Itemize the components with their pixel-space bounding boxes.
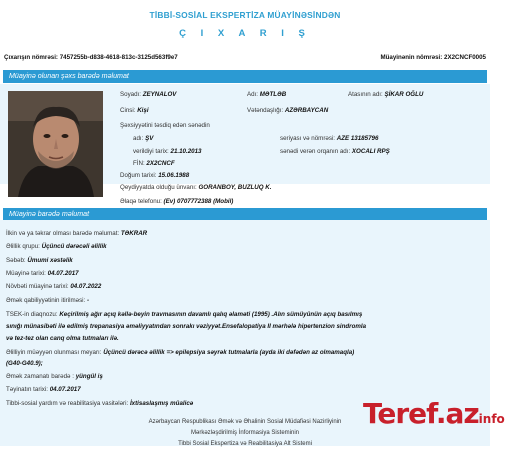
work-cond-value: yüngül iş — [75, 373, 103, 380]
section-person-header: Müayinə olunan şəxs barədə məlumat — [3, 70, 487, 83]
fin-value: 2X2CNCF — [146, 160, 175, 167]
next-date-label: Növbəti müayinə tarixi: — [6, 283, 69, 290]
next-date-value: 04.07.2022 — [70, 283, 102, 290]
assign-date-label: Təyinatın tarixi: — [6, 386, 48, 393]
document-subtitle: Ç I X A R I Ş — [179, 28, 311, 39]
rehab-row — [6, 400, 193, 407]
footer-line-2: Mərkəzləşdirilmiş İnformasiya Sisteminin — [190, 430, 300, 436]
fin-label: FİN: — [133, 160, 145, 167]
doc-name-label: adı: — [133, 135, 144, 142]
document-title: TİBBİ-SOSİAL EKSPERTİZA MÜAYİNƏSİNDƏN — [149, 10, 341, 20]
work-cond-row — [6, 373, 103, 380]
address-label: Qeydiyyatda olduğu ünvanı: — [120, 184, 197, 191]
doc-name-row — [133, 135, 153, 142]
citizenship-label: Vətəndaşlığı: — [247, 107, 284, 114]
next-date-row — [6, 283, 101, 290]
work-loss-label: Əmək qabiliyyətinin itirilməsi: — [6, 297, 86, 304]
gender-value: Kişi — [137, 107, 149, 114]
rehab-value: İxtisaslaşmış müalicə — [129, 400, 194, 407]
fin-row — [133, 160, 175, 167]
father-value: ŞİKAR OĞLU — [384, 91, 424, 98]
reason-value: Ümumi xəstəlik — [27, 257, 73, 264]
surname-label: Soyadı: — [120, 91, 141, 98]
id-doc-heading: Şəxsiyyətini təsdiq edən sənədin — [120, 122, 210, 129]
diagnosis-line2: sınığı münasibəti ilə edilmiş trepanasiya əməliyyatından sonrakı vəziyyət.Ensefalopatiya II mərhələ hipertenzion sindromla — [6, 323, 367, 330]
issuer-value: XOCALI RPŞ — [351, 148, 390, 155]
issuer-row — [280, 148, 390, 155]
issue-date-label: verildiyi tarix: — [133, 148, 169, 155]
doc-series-label: seriyası və nömrəsi: — [280, 135, 336, 142]
repeat-label: İlkin və ya təkrar olması barədə məlumat: — [6, 230, 120, 237]
criteria-line2: (G40-G40.9); — [6, 360, 43, 367]
name-row — [247, 91, 286, 98]
citizenship-row — [247, 107, 328, 114]
exam-date-row — [6, 270, 79, 277]
criteria-line1: Üçüncü dərəcə əlillik => epilepsiya səyrək tutmalarla (ayda iki dəfədən az olmamaqla) — [103, 349, 355, 356]
footer-line-1: Azərbaycan Respublikası Əmək və Əhalinin Sosial Müdafiəsi Nazirliyinin — [148, 419, 342, 425]
birth-value: 15.06.1988 — [158, 172, 190, 179]
gender-label: Cinsi: — [120, 107, 136, 114]
assign-date-value: 04.07.2017 — [49, 386, 81, 393]
birth-label: Doğum tarixi: — [120, 172, 157, 179]
phone-row — [120, 198, 233, 205]
footer-line-3: Tibbi Sosial Ekspertiza və Reabilitasiya Alt Sistemi — [178, 441, 312, 447]
father-row — [348, 91, 423, 98]
phone-value: (Ev) 0707772388 (Mobil) — [163, 198, 234, 205]
doc-name-value: ŞV — [145, 135, 154, 142]
work-loss-row — [6, 297, 89, 304]
address-value: GORANBOY, BUZLUQ K. — [198, 184, 272, 191]
exam-date-value: 04.07.2017 — [47, 270, 79, 277]
name-value: MƏTLƏB — [259, 91, 287, 98]
father-label: Atasının adı: — [348, 91, 383, 98]
rehab-label: Tibbi-sosial yardım və reabilitasiya vasitələri: — [6, 400, 129, 407]
person-photo — [8, 91, 103, 197]
diagnosis-line1: Keçirilmiş ağır açıq kəllə-beyin travmasının davamlı qalıq əlaməti (1995) .Alın sümüyünün açıq basılmış — [59, 311, 363, 318]
repeat-value: TƏKRAR — [120, 230, 148, 237]
diagnosis-row — [6, 311, 362, 318]
group-value: Üçüncü dərəcəli əlillik — [41, 243, 107, 250]
reason-label: Səbəb: — [6, 257, 26, 264]
address-row — [120, 184, 271, 191]
criteria-row — [6, 349, 354, 356]
citizenship-value: AZƏRBAYCAN — [284, 107, 329, 114]
watermark-logo — [363, 397, 505, 430]
watermark-main: Teref.az — [363, 397, 479, 430]
surname-row — [120, 91, 176, 98]
diagnosis-label: TSEK-in diaqnozu: — [6, 311, 58, 318]
issuer-label: sənədi verən orqanın adı: — [280, 148, 351, 155]
group-row — [6, 243, 107, 250]
criteria-label: Əlilliyin müəyyən olunması meyarı: — [6, 349, 102, 356]
section-exam-header: Müayinə barədə məlumat — [3, 208, 487, 221]
exam-number: Müayinənin nömrəsi: 2X2CNCF0005 — [380, 54, 486, 61]
repeat-row — [6, 230, 147, 237]
diagnosis-line3: və tez-tez olan canq olma tutmaları ilə. — [6, 335, 119, 342]
name-label: Adı: — [247, 91, 259, 98]
exam-date-label: Müayinə tarixi: — [6, 270, 46, 277]
extract-number: Çıxarışın nömrəsi: 7457255b-d838-4618-813c-3125d563f9e7 — [4, 54, 178, 61]
issue-date-row — [133, 148, 201, 155]
work-loss-value: - — [87, 297, 90, 304]
issue-date-value: 21.10.2013 — [170, 148, 202, 155]
watermark-sub: info — [478, 412, 505, 426]
doc-series-row — [280, 135, 378, 142]
phone-label: Əlaqə telefonu: — [120, 198, 162, 205]
assign-date-row — [6, 386, 81, 393]
surname-value: ZEYNALOV — [142, 91, 177, 98]
doc-series-value: AZE 13185796 — [336, 135, 379, 142]
reason-row — [6, 257, 73, 264]
birth-row — [120, 172, 189, 179]
work-cond-label: Əmək zamanatı barədə : — [6, 373, 74, 380]
group-label: Əlillik qrupu: — [6, 243, 40, 250]
gender-row — [120, 107, 149, 114]
